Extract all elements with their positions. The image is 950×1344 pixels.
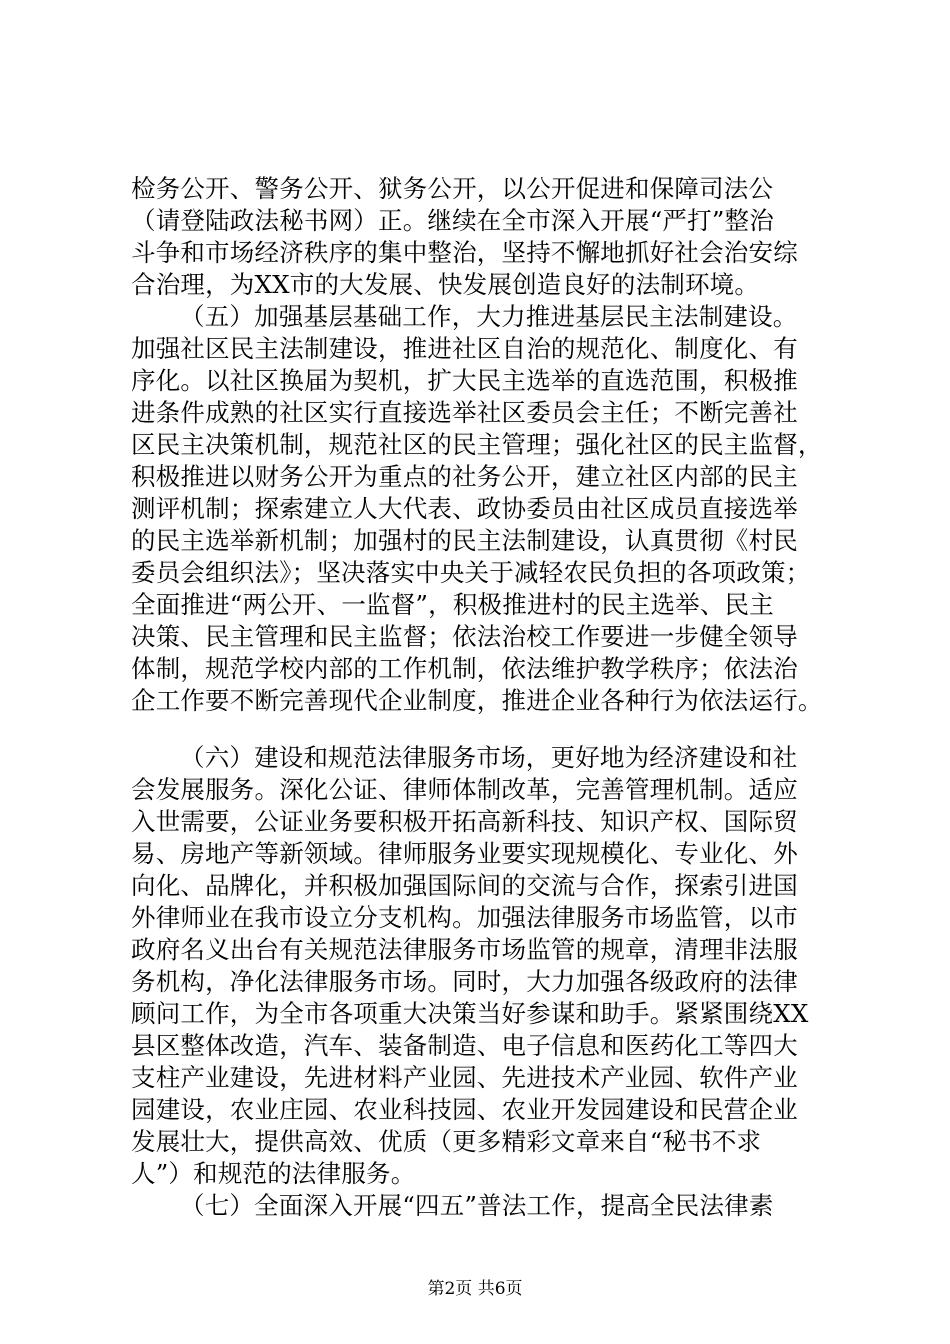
text-line: 会发展服务。深化公证、律师体制改革，完善管理机制。适应 <box>131 775 798 804</box>
text-line: 委员会组织法》；坚决落实中央关于减轻农民负担的各项政策； <box>131 558 811 587</box>
paragraph-heading: （七）全面深入开展“四五”普法工作，提高全民法律素 <box>180 1191 774 1220</box>
text-line: 决策、民主管理和民主监督；依法治校工作要进一步健全领导 <box>131 622 798 651</box>
text-line: 的民主选举新机制；加强村的民主法制建设，认真贯彻《村民 <box>131 526 798 555</box>
text-line: 政府名义出台有关规范法律服务市场监管的规章，清理非法服 <box>131 935 798 964</box>
text-line: 外律师业在我市设立分支机构。加强法律服务市场监管，以市 <box>131 903 798 932</box>
text-line: 务机构，净化法律服务市场。同时，大力加强各级政府的法律 <box>131 967 798 996</box>
text-line: 全面推进“两公开、一监督”，积极推进村的民主选举、民主 <box>131 590 774 619</box>
text-line: 测评机制；探索建立人大代表、政协委员由社区成员直接选举 <box>131 494 798 523</box>
text-line: 易、房地产等新领域。律师服务业要实现规模化、专业化、外 <box>131 839 798 868</box>
text-line: 向化、品牌化，并积极加强国际间的交流与合作，探索引进国 <box>131 871 798 900</box>
text-line: 合治理，为XX市的大发展、快发展创造良好的法制环境。 <box>131 270 760 299</box>
text-line: 斗争和市场经济秩序的集中整治，坚持不懈地抓好社会治安综 <box>131 238 798 267</box>
text-line: 加强社区民主法制建设，推进社区自治的规范化、制度化、有 <box>131 334 798 363</box>
text-line: 检务公开、警务公开、狱务公开，以公开促进和保障司法公 <box>131 174 774 203</box>
paragraph-heading: （五）加强基层基础工作，大力推进基层民主法制建设。 <box>180 302 798 331</box>
text-line: 序化。以社区换届为契机，扩大民主选举的直选范围，积极推 <box>131 366 798 395</box>
text-line: 发展壮大，提供高效、优质（更多精彩文章来自“秘书不求 <box>131 1127 762 1156</box>
text-line: 区民主决策机制，规范社区的民主管理；强化社区的民主监督， <box>131 430 823 459</box>
paragraph-heading: （六）建设和规范法律服务市场，更好地为经济建设和社 <box>180 743 798 772</box>
text-line: 企工作要不断完善现代企业制度，推进企业各种行为依法运行。 <box>131 686 823 715</box>
page-number-footer: 第2页 共6页 <box>427 1279 523 1299</box>
text-line: （请登陆政法秘书网）正。继续在全市深入开展“严打”整治 <box>131 206 774 235</box>
text-line: 体制，规范学校内部的工作机制，依法维护教学秩序；依法治 <box>131 654 798 683</box>
text-line: 入世需要，公证业务要积极开拓高新科技、知识产权、国际贸 <box>131 807 798 836</box>
text-line: 人”）和规范的法律服务。 <box>131 1159 416 1188</box>
text-line: 进条件成熟的社区实行直接选举社区委员会主任；不断完善社 <box>131 398 798 427</box>
text-line: 县区整体改造，汽车、装备制造、电子信息和医药化工等四大 <box>131 1031 798 1060</box>
text-line: 顾问工作，为全市各项重大决策当好参谋和助手。紧紧围绕XX <box>131 999 809 1028</box>
text-line: 支柱产业建设，先进材料产业园、先进技术产业园、软件产业 <box>131 1063 798 1092</box>
text-line: 园建设，农业庄园、农业科技园、农业开发园建设和民营企业 <box>131 1095 798 1124</box>
text-line: 积极推进以财务公开为重点的社务公开，建立社区内部的民主 <box>131 462 798 491</box>
